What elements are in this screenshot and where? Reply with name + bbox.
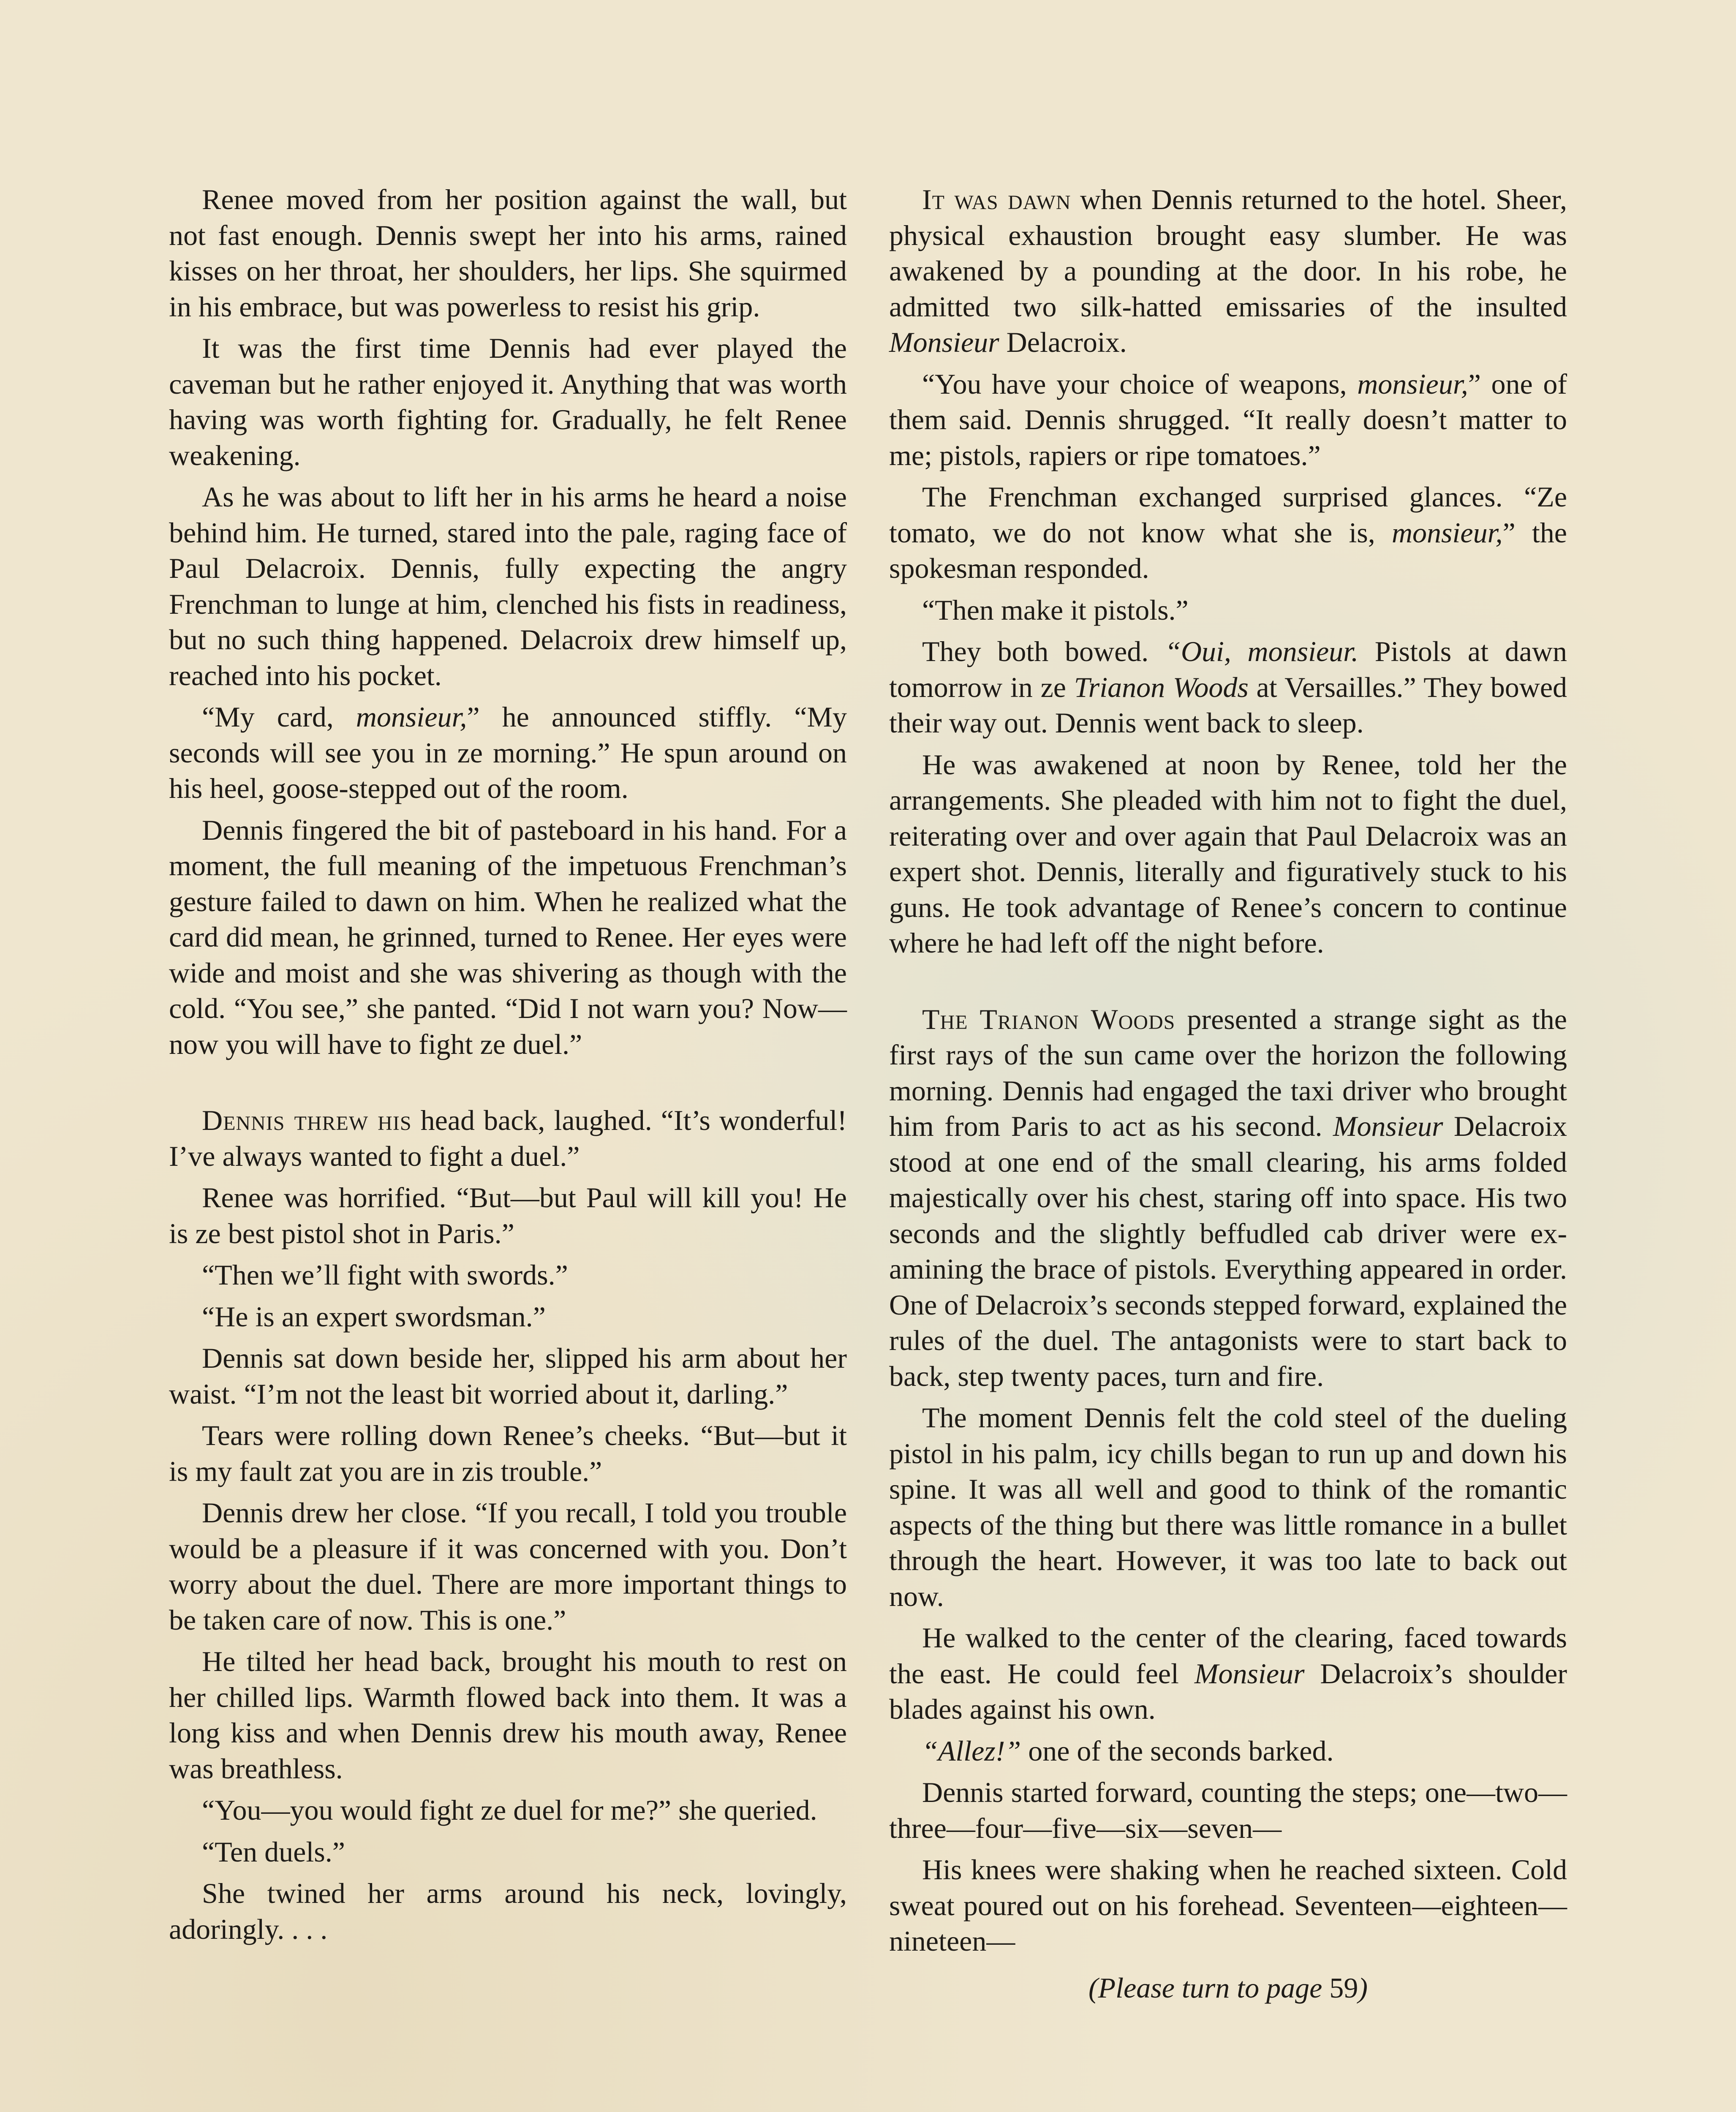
paragraph: His knees were shaking when he reached sixteen. Cold sweat poured out on his forehead. Seventeen—eighteen—nineteen— [889,1853,1567,1957]
small-caps-lead: Dennis threw his [202,1104,412,1136]
paragraph: He was awakened at noon by Renee, told her the arrangements. She pleaded with him not to fight the duel, reiterating over and over again that Paul Delacroix was an expert shot. Dennis, literally and figuratively stuck to his guns. He took advantage of Renee’s concern to continue where he had left off the night before. [889,748,1567,959]
paragraph: She twined her arms around his neck, lovingly, adoringly. . . . [169,1877,847,1945]
paragraph: Renee was horrified. “But—but Paul will kill you! He is ze best pistol shot in Paris.” [169,1181,847,1249]
right-column [889,182,1567,2011]
small-caps-lead: The Trianon Woods [922,1003,1175,1035]
paragraph: As he was about to lift her in his arms he heard a noise behind him. He turned, stared into the pale, raging face of Paul Delacroix. Dennis, fully expecting the angry Frenchman to lunge at him, clenched his fists in readiness, but no such thing happened. Delacroix drew himself up, reached into his pocket. [169,481,847,691]
paragraph: “You have your choice of weapons, monsieur,” one of them said. Dennis shrugged. “It really doesn’t matter to me; pistols, rapiers or ripe tomatoes.” [889,367,1567,471]
paragraph: “Allez!” one of the seconds barked. [922,1734,1334,1767]
paragraph: “Then make it pistols.” [922,593,1189,626]
paragraph: “Ten duels.” [202,1835,345,1868]
paragraph: He walked to the center of the clearing, faced towards the east. He could feel Monsieur Delacroix’s shoulder blades against his own. [889,1622,1567,1725]
section-opening-paragraph: It was dawn when Dennis returned to the hotel. Sheer, physical exhaustion brought easy slumber. He was awakened by a pounding at the door. In his robe, he admitted two silk-hatted emissaries of the insulted Monsieur Delacroix. [889,183,1567,358]
italic-text: monsieur, [356,701,467,733]
paragraph: It was the first time Dennis had ever played the caveman but he rather enjoyed it. Anything that was worth having was worth fighting for. Gradually, he felt Renee weakening. [169,332,847,471]
paragraph: Dennis started forward, counting the steps; one—two—three—four—five—six—seven— [889,1776,1567,1844]
paragraph: The moment Dennis felt the cold steel of the dueling pistol in his palm, icy chills began to run up and down his spine. It was all well and good to think of the romantic aspects of the thing but there was little romance in a bullet through the heart. However, it was too late to back out now. [889,1402,1567,1612]
paragraph: He tilted her head back, brought his mouth to rest on her chilled lips. Warmth flowed back into them. It was a long kiss and when Dennis drew his mouth away, Renee was breathless. [169,1645,847,1785]
paragraph: “My card, monsieur,” he announced stiffly. “My seconds will see you in ze morning.” He spun around on his heel, goose-stepped out of the room. [169,701,847,804]
paragraph: The Frenchman exchanged surprised glances. “Ze tomato, we do not know what she is, monsieur,” the spokesman responded. [889,481,1567,584]
paragraph: Dennis fingered the bit of pasteboard in his hand. For a moment, the full meaning of the impetuous Frenchman’s gesture failed to dawn on him. When he realized what the card did mean, he grinned, turned to Renee. Her eyes were wide and moist and she was shivering as though with the cold. “You see,” she panted. “Did I not warn you? Now—now you will have to fight ze duel.” [169,814,847,1060]
paragraph: They both bowed. “Oui, monsieur. Pistols at dawn tomorrow in ze Trianon Woods at Versailles.” They bowed their way out. Dennis went back to sleep. [889,635,1567,739]
paragraph: Dennis sat down beside her, slipped his arm about her waist. “I’m not the least bit worried about it, darling.” [169,1342,847,1410]
paragraph: “He is an expert swordsman.” [202,1300,546,1333]
paragraph: Tears were rolling down Renee’s cheeks. “But—but it is my fault zat you are in zis trouble.” [169,1419,847,1487]
continued-note: (Please turn to page 59) [1088,1971,1368,2004]
small-caps-lead: It was dawn [922,183,1071,215]
left-column [169,182,847,1953]
paragraph: Dennis drew her close. “If you recall, I told you trouble would be a pleasure if it was concerned with you. Don’t worry about the duel. There are more important things to be taken care of now. This is one.” [169,1497,847,1636]
section-opening-paragraph: Dennis threw his head back, laughed. “It’s wonderful! I’ve always wanted to fight a duel.” [169,1104,847,1172]
paragraph: “Then we’ll fight with swords.” [202,1259,568,1291]
paragraph: Renee moved from her position against the wall, but not fast enough. Dennis swept her into his arms, rained kisses on her throat, her shoulders, her lips. She squirmed in his embrace, but was powerless to resist his grip. [169,183,847,323]
paragraph: “You—you would fight ze duel for me?” she queried. [202,1794,817,1826]
section-opening-paragraph: The Trianon Woods presented a strange sight as the first rays of the sun came over the horizon the following morning. Dennis had engaged the taxi driver who brought him from Paris to act as his second. Monsieur Delacroix stood at one end of the small clearing, his arms folded majestically over his chest, staring off into space. His two seconds and the slightly beffudled cab driver were examining the brace of pistols. Everything appeared in order. One of Delacroix’s seconds stepped forward, explained the rules of the duel. The antagonists were to start back to back, step twenty paces, turn and fire. [889,1003,1567,1392]
